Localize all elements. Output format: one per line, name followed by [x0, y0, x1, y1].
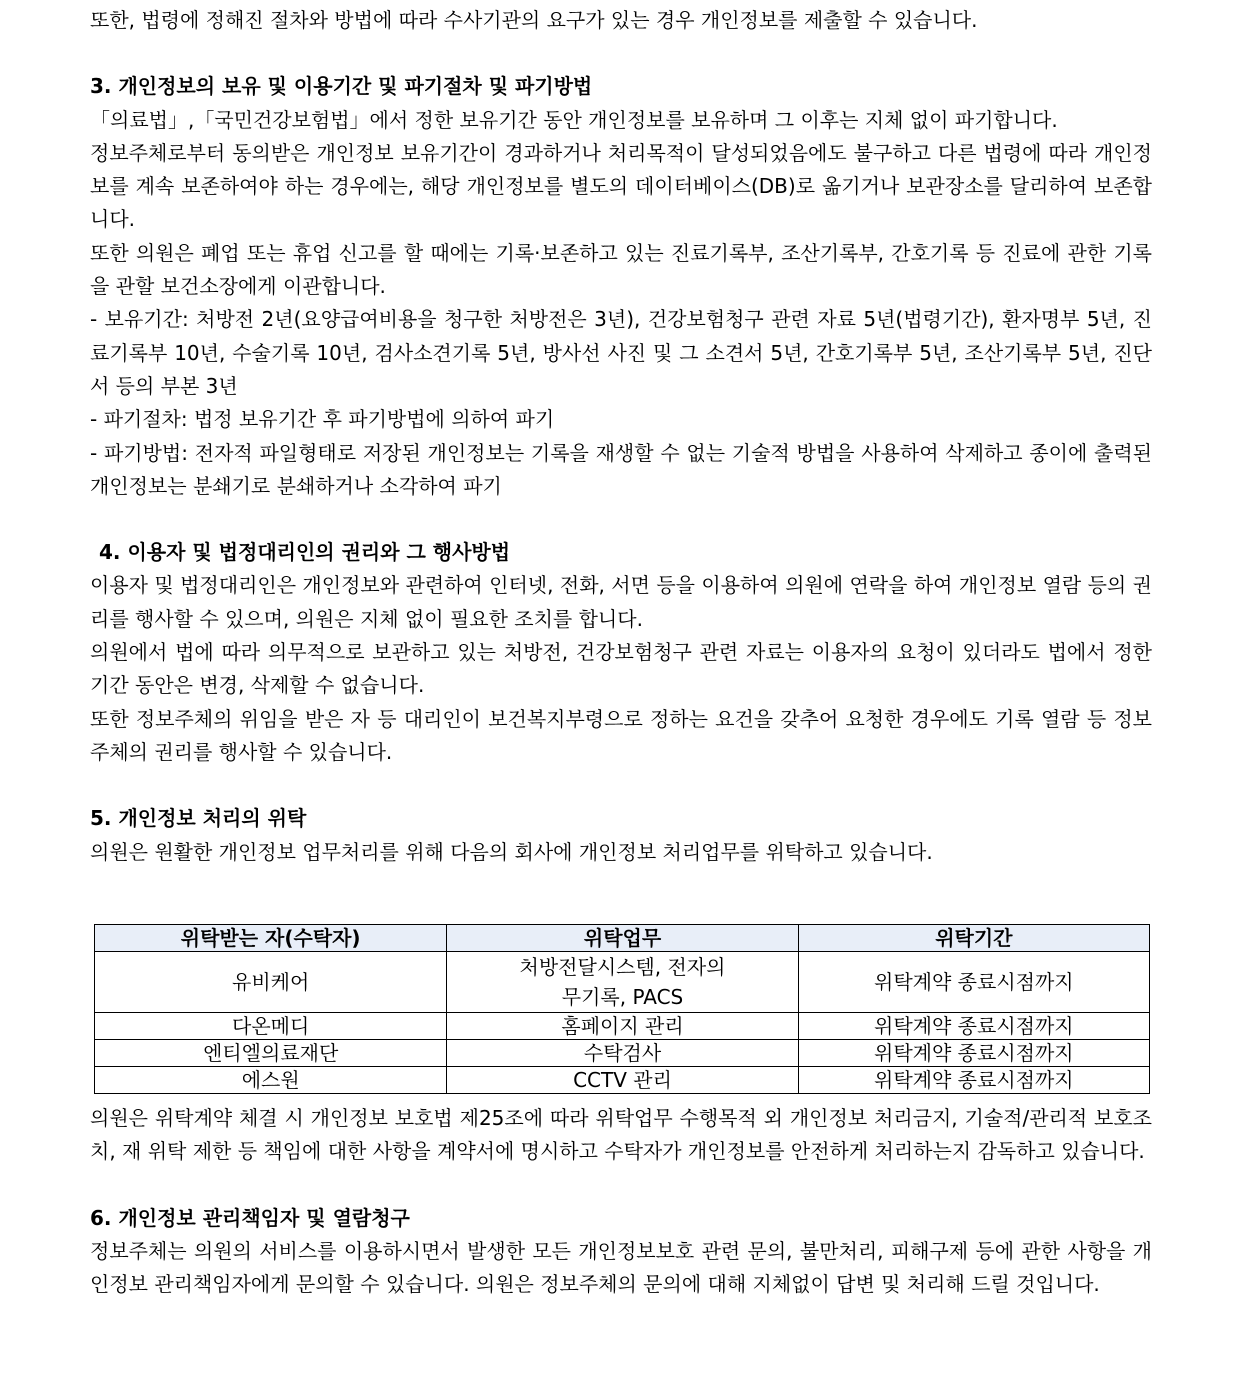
- section3-para-3: 또한 의원은 폐업 또는 휴업 신고를 할 때에는 기록·보존하고 있는 진료기록부, 조산기록부, 간호기록 등 진료에 관한 기록을 관할 보건소장에게 이관합니다.: [90, 240, 1152, 299]
- section3-destruction-procedure: - 파기절차: 법정 보유기간 후 파기방법에 의하여 파기: [90, 407, 555, 432]
- spacer: [90, 37, 1152, 70]
- table-cell-task: 처방전달시스템, 전자의무기록, PACS: [447, 952, 798, 1013]
- table-cell-period: 위탁계약 종료시점까지: [798, 1067, 1149, 1094]
- table-cell-trustee: 에스원: [95, 1067, 447, 1094]
- table-cell-trustee: 다온메디: [95, 1013, 447, 1040]
- intro-paragraph: 또한, 법령에 정해진 절차와 방법에 따라 수사기관의 요구가 있는 경우 개인정보를 제출할 수 있습니다.: [90, 8, 978, 32]
- section4-para-1: 이용자 및 법정대리인은 개인정보와 관련하여 인터넷, 전화, 서면 등을 이용하여 의원에 연락을 하여 개인정보 열람 등의 권리를 행사할 수 있으며, 의원은 지체 없이 필요한 조치를 합니다.: [90, 573, 1152, 631]
- section4-title: 4. 이용자 및 법정대리인의 권리와 그 행사방법: [99, 540, 511, 565]
- table-row: [95, 1040, 1150, 1067]
- section4-para-2: 의원에서 법에 따라 의무적으로 보관하고 있는 처방전, 건강보험청구 관련 자료는 이용자의 요청이 있더라도 법에서 정한 기간 동안은 변경, 삭제할 수 없습니다.: [90, 640, 1152, 698]
- section6-title: 6. 개인정보 관리책임자 및 열람청구: [90, 1205, 410, 1230]
- header-period: 위탁기간: [798, 925, 1149, 952]
- section3-retention-period: - 보유기간: 처방전 2년(요양급여비용을 청구한 처방전은 3년), 건강보험청구 관련 자료 5년(법령기간), 환자명부 5년, 진료기록부 10년, 수술기록 10년, 검사소견기록 5년, 방사선 사진 및 그 소견서 5년, 간호기록부 5년, 조산기록부 5년, 진단서 등의 부본 3년: [90, 307, 1152, 398]
- document-body-top: [90, 4, 1152, 869]
- section6-para-1: 정보주체는 의원의 서비스를 이용하시면서 발생한 모든 개인정보보호 관련 문의, 불만처리, 피해구제 등에 관한 사항을 개인정보 관리책임자에게 문의할 수 있습니다. 의원은 정보주체의 문의에 대해 지체없이 답변 및 처리해 드릴 것입니다.: [90, 1238, 1152, 1297]
- table-cell-trustee: 엔티엘의료재단: [95, 1040, 447, 1067]
- table-cell-trustee: 유비케어: [95, 952, 447, 1013]
- table-cell-period: 위탁계약 종료시점까지: [798, 1040, 1149, 1067]
- section3-para-1: 「의료법」,「국민건강보험법」에서 정한 보유기간 동안 개인정보를 보유하며 그 이후는 지체 없이 파기합니다.: [90, 107, 1058, 132]
- table-cell-period: 위탁계약 종료시점까지: [798, 1013, 1149, 1040]
- section5-para-2: 의원은 위탁계약 체결 시 개인정보 보호법 제25조에 따라 위탁업무 수행목적 외 개인정보 처리금지, 기술적/관리적 보호조치, 재 위탁 제한 등 책임에 대한 사항을 계약서에 명시하고 수탁자가 개인정보를 안전하게 처리하는지 감독하고 있습니다.: [90, 1106, 1152, 1164]
- spacer: [90, 1169, 1152, 1202]
- table-header-row: [95, 925, 1150, 952]
- section4-para-3: 또한 정보주체의 위임을 받은 자 등 대리인이 보건복지부령으로 정하는 요건을 갖추어 요청한 경우에도 기록 열람 등 정보주체의 권리를 행사할 수 있습니다.: [90, 706, 1152, 764]
- table-cell-period: 위탁계약 종료시점까지: [798, 952, 1149, 1013]
- header-trustee: 위탁받는 자(수탁자): [95, 925, 447, 952]
- header-task: 위탁업무: [447, 925, 798, 952]
- spacer: [90, 503, 1152, 536]
- spacer: [90, 769, 1152, 802]
- table-cell-task: 홈페이지 관리: [447, 1013, 798, 1040]
- table-row: [95, 1067, 1150, 1094]
- section3-para-2: 정보주체로부터 동의받은 개인정보 보유기간이 경과하거나 처리목적이 달성되었음에도 불구하고 다른 법령에 따라 개인정보를 계속 보존하여야 하는 경우에는, 해당 개인정보를 별도의 데이터베이스(DB)로 옮기거나 보관장소를 달리하여 보존합니다.: [90, 140, 1152, 232]
- table-row: [95, 1013, 1150, 1040]
- section5-title: 5. 개인정보 처리의 위탁: [90, 806, 307, 831]
- table-row: [95, 952, 1150, 1013]
- table-cell-task: 수탁검사: [447, 1040, 798, 1067]
- document-body-bottom: [90, 1102, 1152, 1301]
- section5-para-1: 의원은 원활한 개인정보 업무처리를 위해 다음의 회사에 개인정보 처리업무를 위탁하고 있습니다.: [90, 839, 933, 864]
- entrustment-table: [94, 924, 1150, 1094]
- table-cell-task: CCTV 관리: [447, 1067, 798, 1094]
- section3-title: 3. 개인정보의 보유 및 이용기간 및 파기절차 및 파기방법: [90, 74, 593, 99]
- section3-destruction-method: - 파기방법: 전자적 파일형태로 저장된 개인정보는 기록을 재생할 수 없는 기술적 방법을 사용하여 삭제하고 종이에 출력된 개인정보는 분쇄기로 분쇄하거나 소각하여 파기: [90, 440, 1152, 498]
